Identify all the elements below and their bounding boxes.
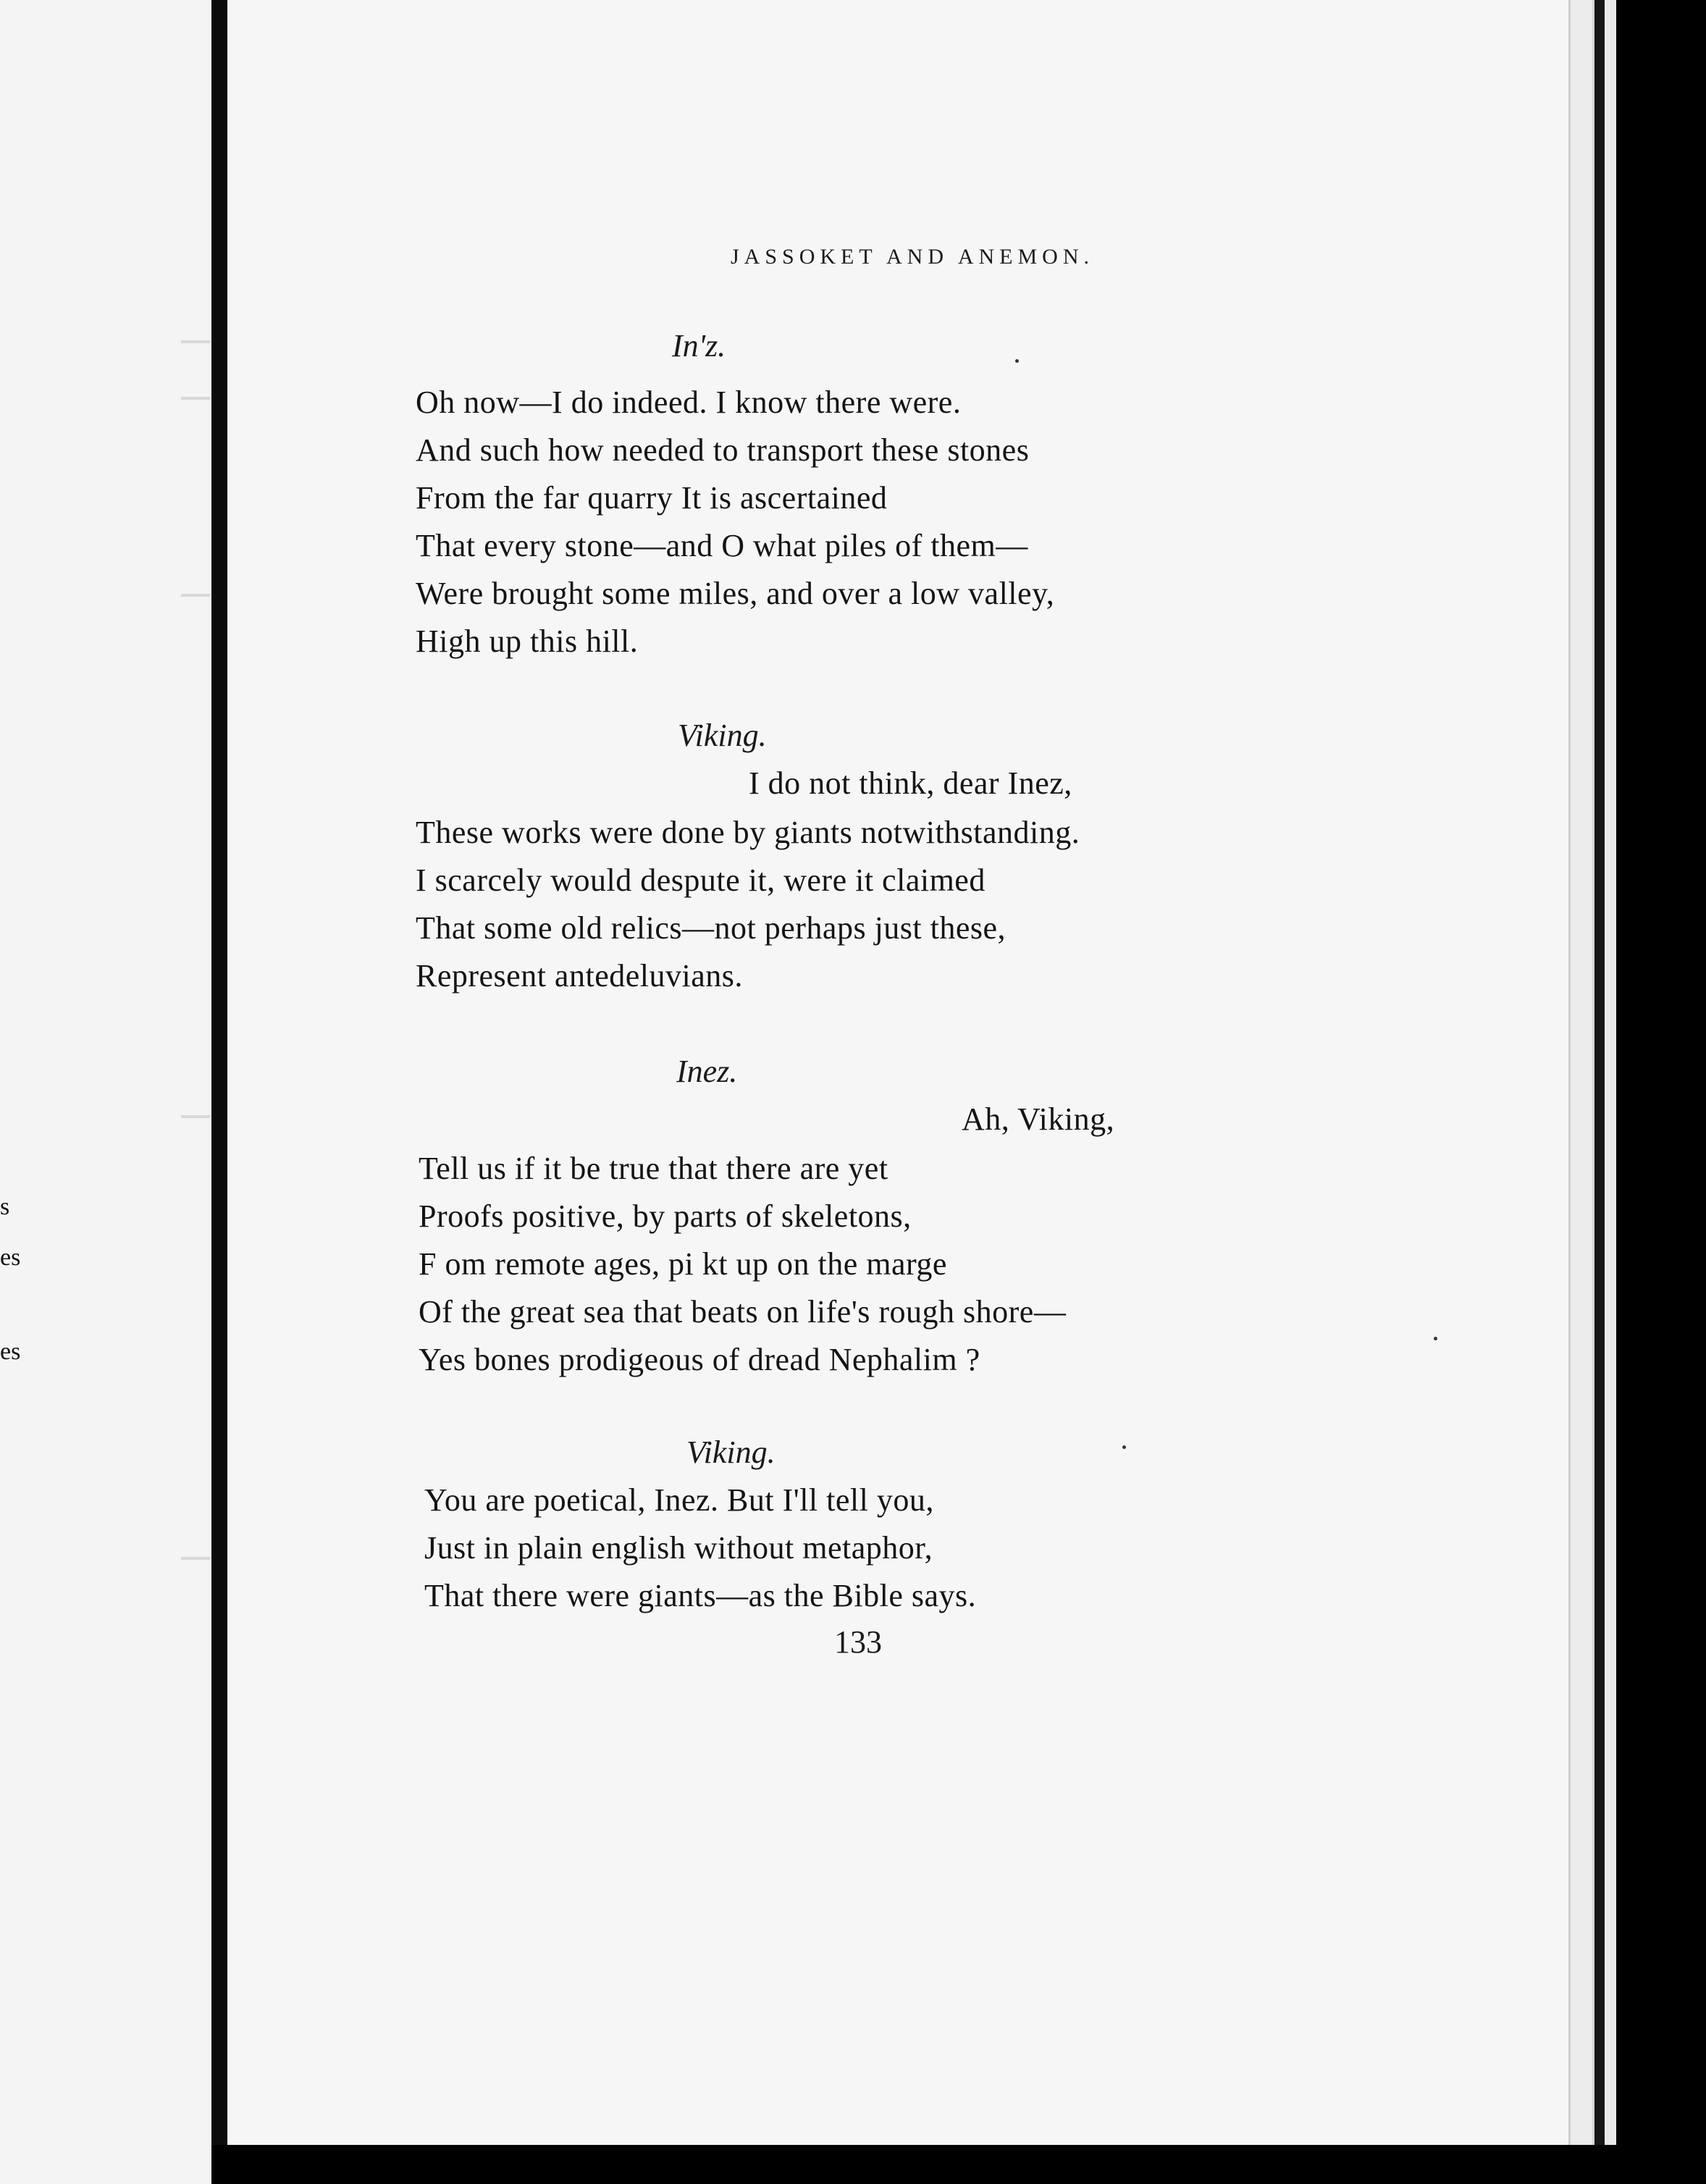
background <box>211 2145 1706 2184</box>
verse-line: I do not think, dear Inez, <box>749 765 1072 801</box>
print-speck <box>1122 1445 1126 1449</box>
verse-line: These works were done by giants notwithstanding. <box>416 815 1080 850</box>
verse-line: That some old relics—not perhaps just these, <box>416 910 1007 946</box>
left-page-fragment: s <box>0 1193 10 1220</box>
speaker-name: Viking. <box>678 718 767 753</box>
running-header: JASSOKET AND ANEMON. <box>731 245 1094 269</box>
page-edge <box>1605 0 1616 2145</box>
verse-line: That every stone—and O what piles of them— <box>416 528 1028 563</box>
speaker-name: In'z. <box>672 328 726 364</box>
bleed-through-mark <box>181 594 210 597</box>
left-facing-page <box>0 0 211 2184</box>
book-gutter <box>211 0 227 2184</box>
page-edge <box>1594 0 1605 2145</box>
verse-line: Tell us if it be true that there are yet <box>419 1151 888 1186</box>
bleed-through-mark <box>181 340 210 343</box>
bleed-through-mark <box>181 397 210 400</box>
page-edge <box>1568 0 1594 2145</box>
speaker-name: Inez. <box>676 1054 738 1089</box>
verse-line: Proofs positive, by parts of skeletons, <box>419 1198 912 1234</box>
verse-line: High up this hill. <box>416 623 639 659</box>
verse-line: Represent antedeluvians. <box>416 958 743 994</box>
left-page-fragment: es <box>0 1244 21 1271</box>
left-page-fragment: es <box>0 1338 21 1365</box>
verse-line: Oh now—I do indeed. I know there were. <box>416 385 962 420</box>
print-speck <box>1015 359 1019 363</box>
verse-line: Yes bones prodigeous of dread Nephalim ? <box>419 1342 980 1377</box>
verse-line: That there were giants—as the Bible says. <box>424 1578 977 1613</box>
verse-line: Were brought some miles, and over a low valley, <box>416 576 1055 611</box>
bleed-through-mark <box>181 1557 210 1560</box>
verse-line: Of the great sea that beats on life's rough shore— <box>419 1294 1067 1330</box>
verse-line: I scarcely would despute it, were it claimed <box>416 862 986 898</box>
verse-line: You are poetical, Inez. But I'll tell you, <box>424 1482 934 1518</box>
verse-line: From the far quarry It is ascertained <box>416 480 888 516</box>
page-number: 133 <box>834 1624 882 1660</box>
verse-line: Ah, Viking, <box>962 1101 1115 1137</box>
book-page <box>227 0 1568 2145</box>
bleed-through-mark <box>181 1115 210 1118</box>
verse-line: F om remote ages, pi kt up on the marge <box>419 1246 947 1282</box>
speaker-name: Viking. <box>686 1435 776 1470</box>
background <box>1616 0 1706 2184</box>
verse-line: And such how needed to transport these stones <box>416 432 1030 468</box>
print-speck <box>1434 1337 1437 1340</box>
verse-line: Just in plain english without metaphor, <box>424 1530 933 1566</box>
